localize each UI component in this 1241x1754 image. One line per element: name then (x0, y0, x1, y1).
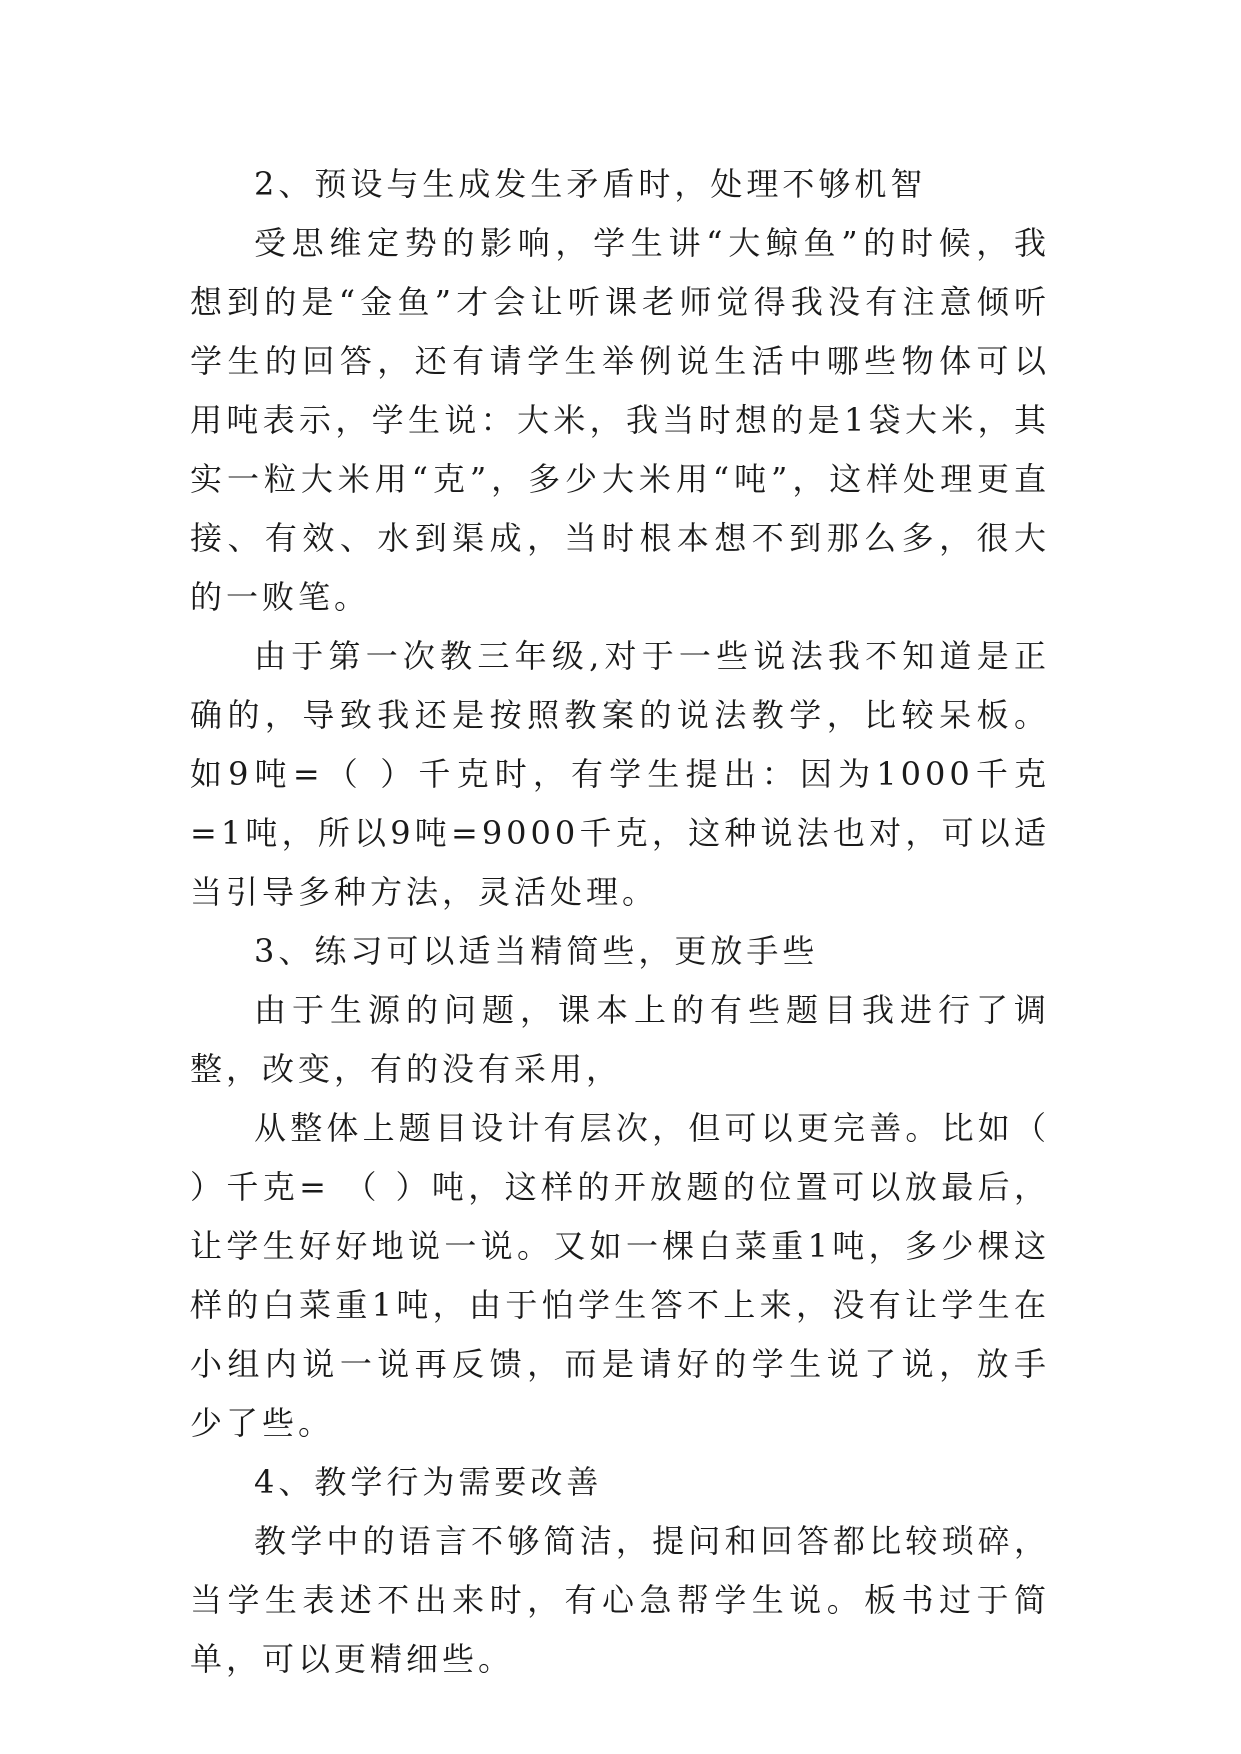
section-heading-4: 4、教学行为需要改善 (254, 1463, 603, 1501)
section-heading-3: 3、练习可以适当精简些，更放手些 (254, 932, 819, 970)
document-body (190, 155, 1050, 1689)
paragraph: 由于生源的问题，课本上的有些题目我进行了调整，改变，有的没有采用， (190, 991, 1050, 1088)
section-heading-2: 2、预设与生成发生矛盾时，处理不够机智 (254, 165, 927, 203)
paragraph: 由于第一次教三年级,对于一些说法我不知道是正确的，导致我还是按照教案的说法教学，比较呆板。如9吨=（ ）千克时，有学生提出：因为1000千克=1吨，所以9吨=9000千克，这种说法也对，可以适当引导多种方法，灵活处理。 (190, 637, 1050, 911)
paragraph: 从整体上题目设计有层次，但可以更完善。比如（ ）千克= （ ）吨，这样的开放题的位置可以放最后，让学生好好地说一说。又如一棵白菜重1吨，多少棵这样的白菜重1吨，由于怕学生答不上来，没有让学生在小组内说一说再反馈，而是请好的学生说了说，放手少了些。 (190, 1109, 1050, 1442)
paragraph: 受思维定势的影响，学生讲“大鲸鱼”的时候，我想到的是“金鱼”才会让听课老师觉得我没有注意倾听学生的回答，还有请学生举例说生活中哪些物体可以用吨表示，学生说：大米，我当时想的是1袋大米，其实一粒大米用“克”，多少大米用“吨”，这样处理更直接、有效、水到渠成，当时根本想不到那么多，很大的一败笔。 (190, 224, 1050, 616)
paragraph: 教学中的语言不够简洁，提问和回答都比较琐碎，当学生表述不出来时，有心急帮学生说。板书过于简单，可以更精细些。 (190, 1522, 1050, 1678)
